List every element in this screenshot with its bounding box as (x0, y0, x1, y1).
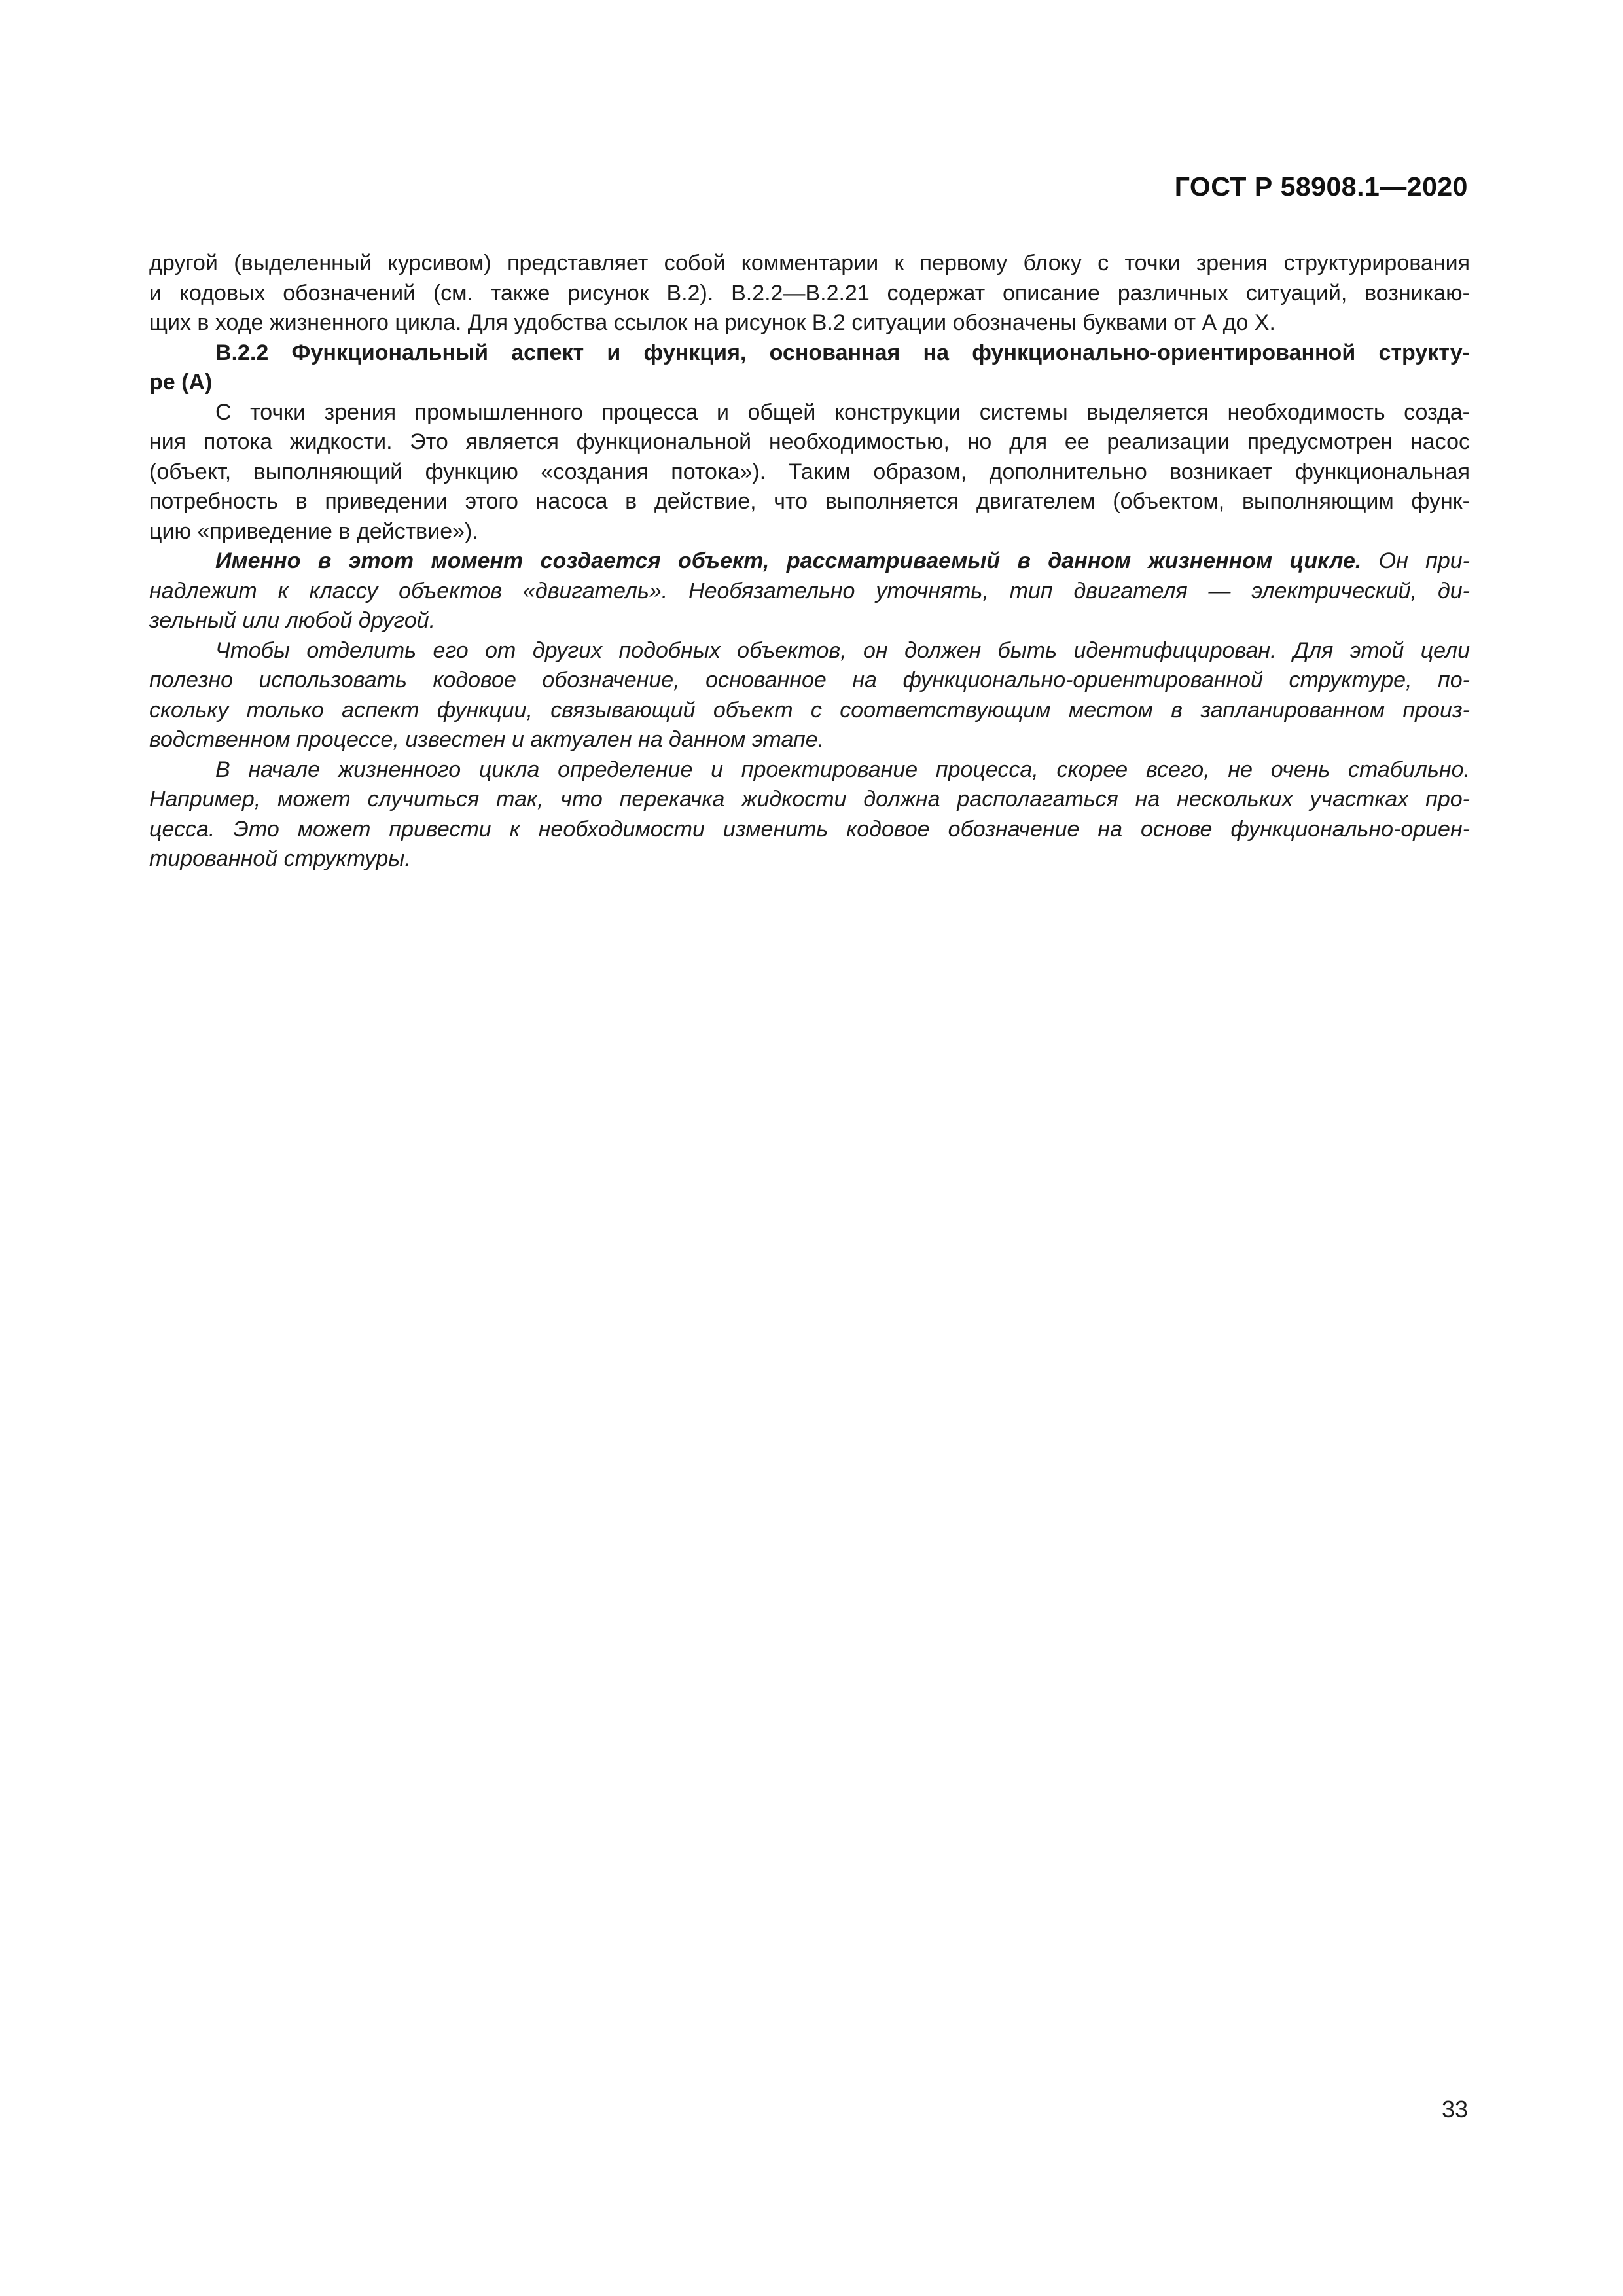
paragraph-line: Например, может случиться так, что перекачка жидкости должна располагаться на нескольких участках про- (149, 787, 1470, 812)
paragraph-line: С точки зрения промышленного процесса и общей конструкции системы выделяется необходимость созда- (215, 399, 1470, 425)
paragraph-line: зельный или любой другой. (149, 608, 436, 633)
paragraph-object-creation (149, 547, 1470, 636)
paragraph-line (149, 547, 1470, 577)
paragraph-line: водственном процессе, известен и актуален на данном этапе. (149, 727, 825, 752)
paragraph-line: Чтобы отделить его от других подобных объектов, он должен быть идентифицирован. Для этой цели (215, 637, 1470, 663)
paragraph-identification (149, 636, 1470, 755)
section-heading (149, 338, 1470, 398)
paragraph-line: тированной структуры. (149, 846, 411, 871)
document-body (149, 249, 1470, 874)
paragraph-intro (149, 249, 1470, 338)
paragraph-line: (объект, выполняющий функцию «создания потока»). Таким образом, дополнительно возникает функциональная (149, 459, 1470, 484)
paragraph-lifecycle-start (149, 755, 1470, 874)
paragraph-line: надлежит к классу объектов «двигатель». Необязательно уточнять, тип двигателя — электрический, ди- (149, 578, 1470, 603)
heading-line: ре (А) (149, 370, 213, 395)
paragraph-line: другой (выделенный курсивом) представляет собой комментарии к первому блоку с точки зрения структурирования (149, 251, 1470, 276)
paragraph-functional-need (149, 398, 1470, 547)
lead-rest-text: Он при- (1361, 548, 1470, 573)
paragraph-line: цию «приведение в действие»). (149, 518, 478, 544)
paragraph-line: скольку только аспект функции, связывающий объект с соответствующим местом в запланированном произ- (149, 697, 1470, 723)
paragraph-line: цесса. Это может привести к необходимости изменить кодовое обозначение на основе функционально-ориен- (149, 816, 1470, 842)
paragraph-line: полезно использовать кодовое обозначение, основанное на функционально-ориентированной структуре, по- (149, 668, 1470, 692)
paragraph-line: В начале жизненного цикла определение и проектирование процесса, скорее всего, не очень стабильно. (215, 757, 1470, 782)
page-number: 33 (1441, 2096, 1468, 2123)
heading-line: В.2.2 Функциональный аспект и функция, основанная на функционально-ориентированной структу- (215, 340, 1470, 365)
paragraph-line: щих в ходе жизненного цикла. Для удобства ссылок на рисунок В.2 ситуации обозначены буквами от А до Х. (149, 310, 1275, 335)
paragraph-line: ния потока жидкости. Это является функциональной необходимостью, но для ее реализации предусмотрен насос (149, 429, 1470, 454)
paragraph-line: и кодовых обозначений (см. также рисунок В.2). В.2.2—В.2.21 содержат описание различных ситуаций, возникаю- (149, 280, 1470, 306)
document-code-header: ГОСТ Р 58908.1—2020 (1174, 171, 1468, 202)
paragraph-line: потребность в приведении этого насоса в действие, что выполняется двигателем (объектом, выполняющим функ- (149, 489, 1470, 514)
bold-lead-text: Именно в этот момент создается объект, рассматриваемый в данном жизненном цикле. (215, 548, 1362, 573)
